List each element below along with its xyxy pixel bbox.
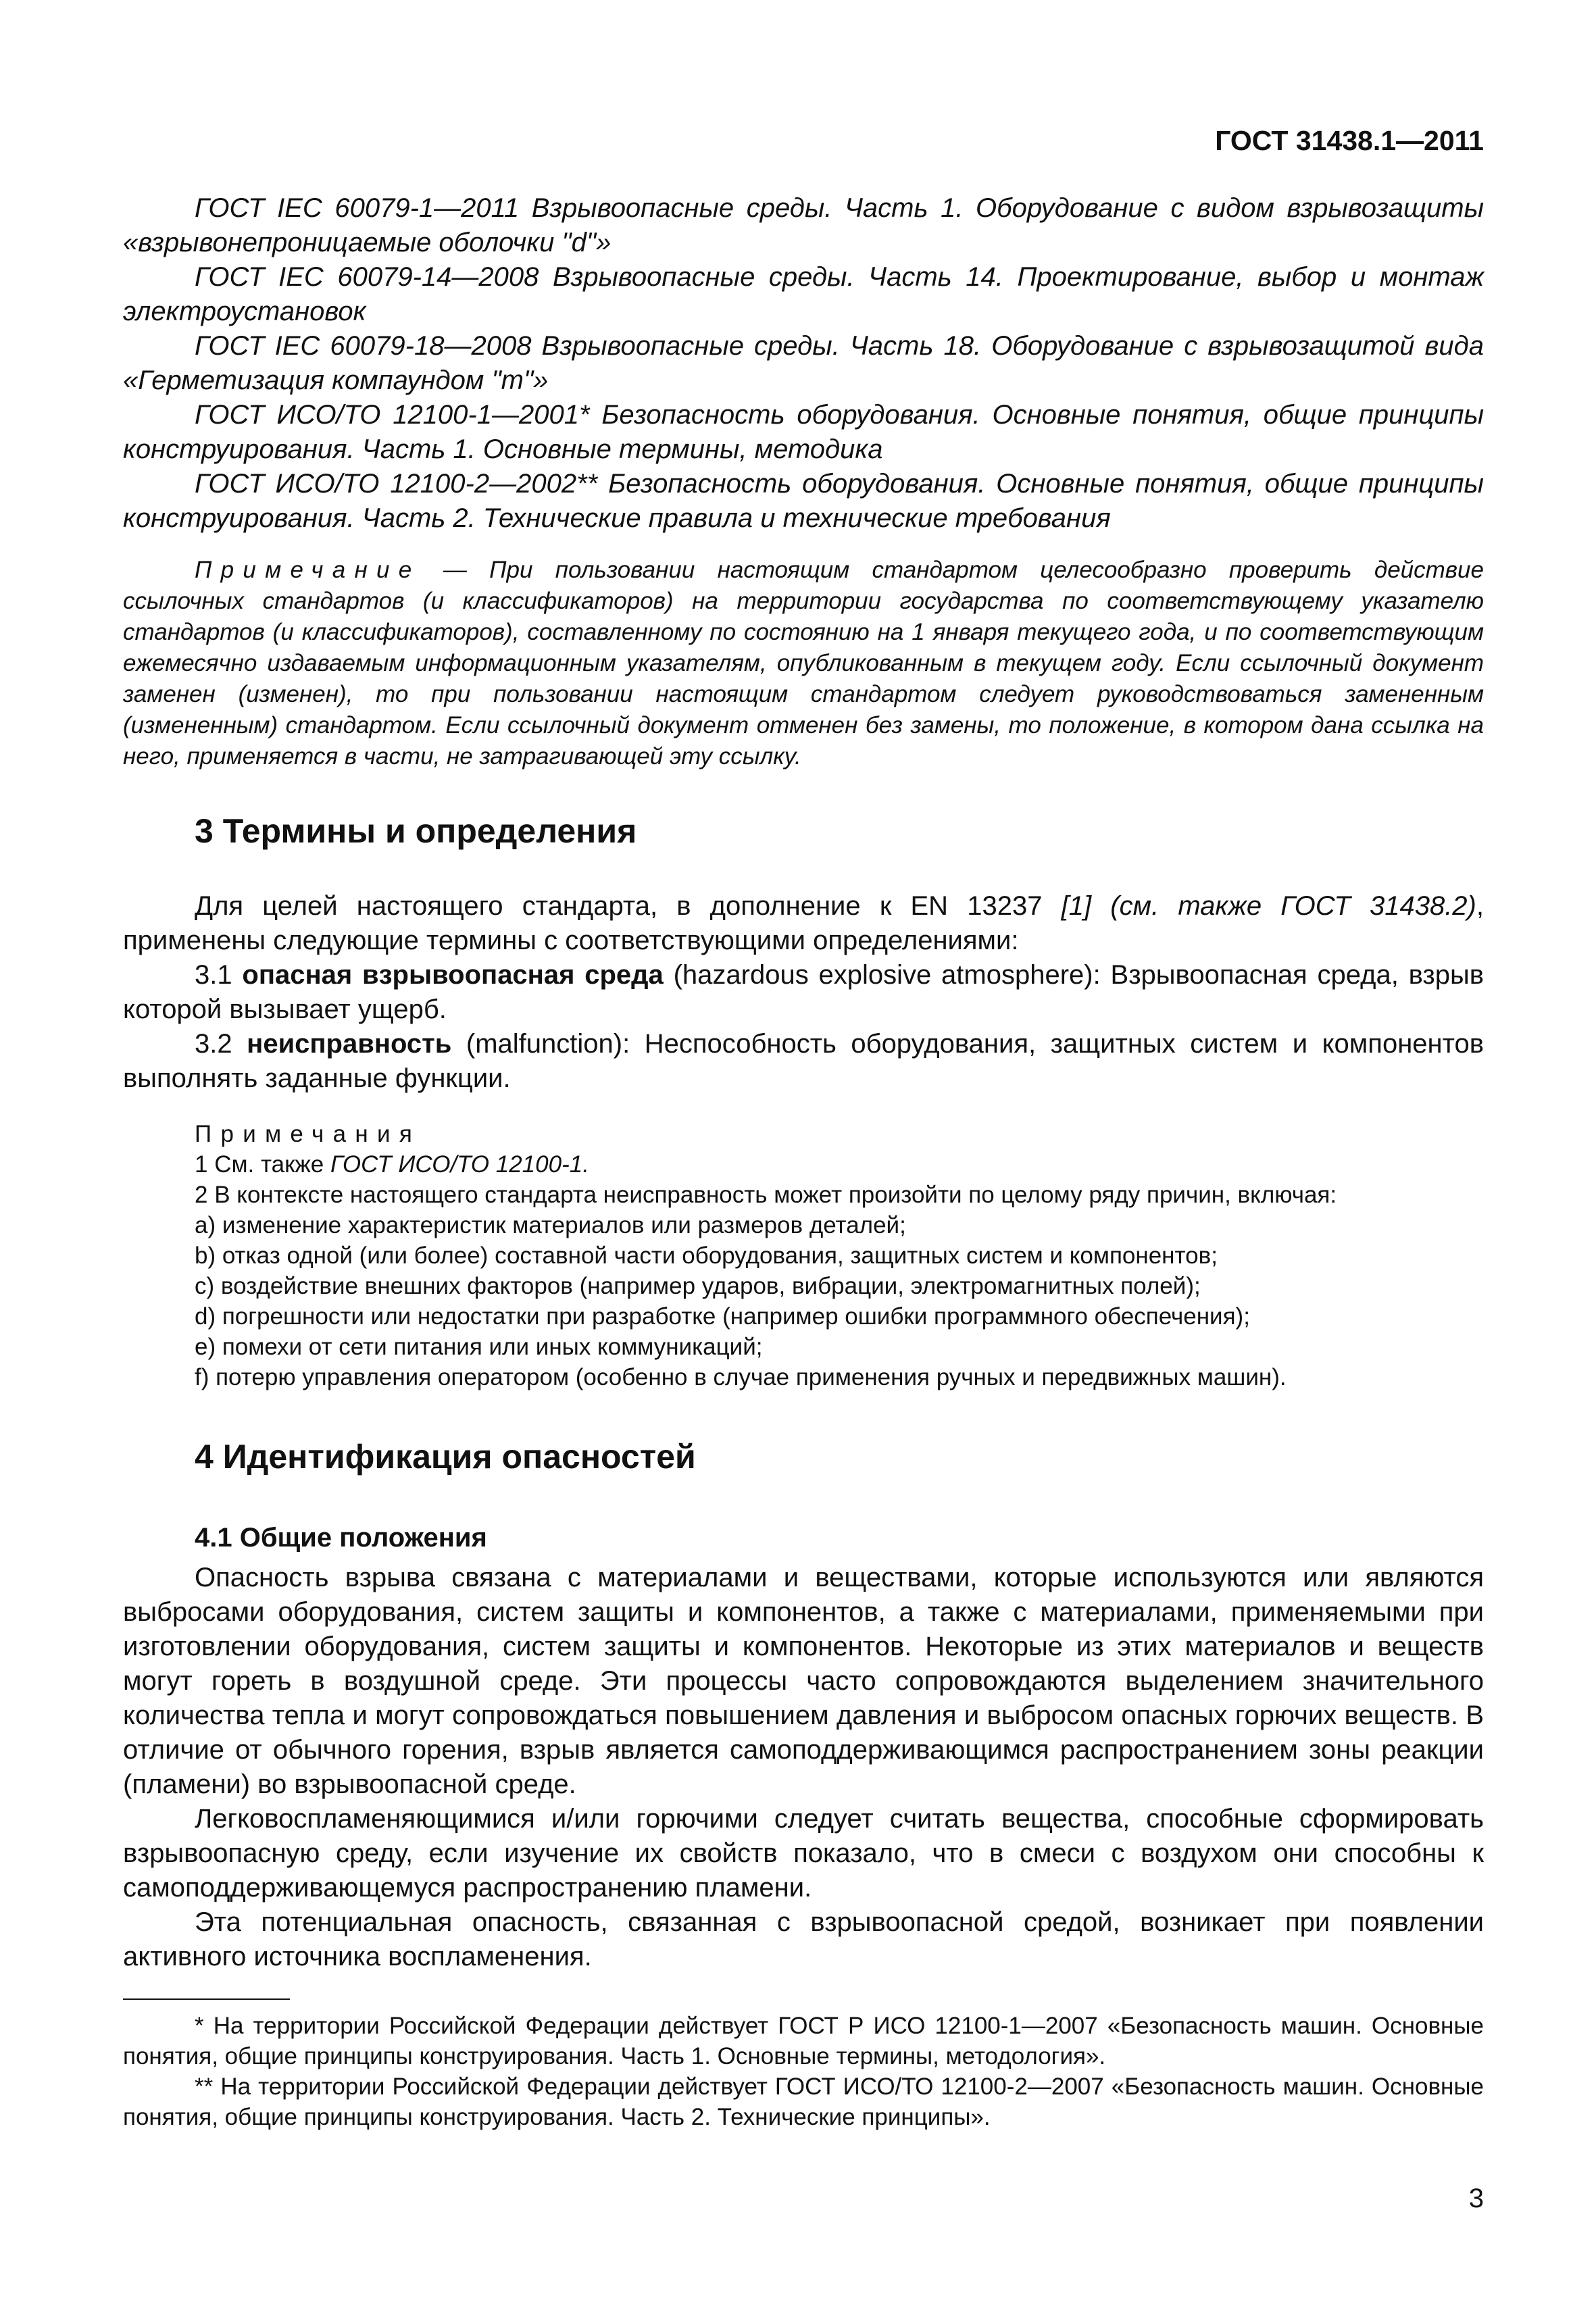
normative-references <box>123 191 1484 536</box>
list-item: e) помехи от сети питания или иных коммуникаций; <box>195 1334 763 1361</box>
page-number: 3 <box>1468 2184 1484 2213</box>
note-label: Примечание <box>195 557 421 584</box>
section-3-title: 3 Термины и определения <box>195 812 637 851</box>
list-item: c) воздействие внешних факторов (например ударов, вибрации, электромагнитных полей); <box>195 1273 1201 1300</box>
standard-code-header: ГОСТ 31438.1—2011 <box>1215 125 1484 156</box>
footnote: ** На территории Российской Федерации действует ГОСТ ИСО/ТО 12100-2—2007 «Безопасность машин. Основные понятия, общие принципы конструирования. Часть 2. Технические принципы». <box>123 2073 1484 2131</box>
reference-item: ГОСТ ИСО/ТО 12100-2—2002** Безопасность оборудования. Основные понятия, общие принципы конструирования. Часть 2. Технические правила и технические требования <box>123 469 1484 534</box>
note-text: — При пользовании настоящим стандартом целесообразно проверить действие ссылочных стандартов (и классификаторов) на территории государства по соответствующему указателю стандартов (и классификаторов), составленному по состоянию на 1 января текущего года, и по соответствующим ежемесячно издаваемым информационным указателям, опубликованным в текущем году. Если ссылочный документ заменен (изменен), то при пользовании настоящим стандартом следует руководствоваться замененным (измененным) стандартом. Если ссылочный документ отменен без замены, то положение, в котором дана ссылка на него, применяется в части, не затрагивающей эту ссылку. <box>123 557 1484 770</box>
reference-item: ГОСТ IEC 60079-18—2008 Взрывоопасные среды. Часть 18. Оборудование с взрывозащитой вида «Герметизация компаундом "m"» <box>123 331 1484 396</box>
section-3-intro: Для целей настоящего стандарта, в дополнение к EN 13237 [1] (см. также ГОСТ 31438.2), применены следующие термины с соответствующими определениями: <box>123 891 1484 956</box>
term-3-2: 3.2 неисправность (malfunction): Неспособность оборудования, защитных систем и компонентов выполнять заданные функции. <box>123 1029 1484 1094</box>
paragraph: Опасность взрыва связана с материалами и веществами, которые используются или являются выбросами оборудования, систем защиты и компонентов, а также с материалами, применяемыми при изготовлении оборудования, систем защиты и компонентов. Некоторые из этих материалов и веществ могут гореть в воздушной среде. Эти процессы часто сопровождаются выделением значительного количества тепла и могут сопровождаться повышением давления и выбросом опасных горючих веществ. В отличие от обычного горения, взрыв является самоподдерживающимся распространением зоны реакции (пламени) во взрывоопасной среде. <box>123 1563 1484 1800</box>
notes-label: Примечания <box>195 1121 422 1148</box>
list-item: a) изменение характеристик материалов или размеров деталей; <box>195 1212 906 1239</box>
paragraph: Эта потенциальная опасность, связанная с взрывоопасной средой, возникает при появлении активного источника воспламенения. <box>123 1907 1484 1972</box>
paragraph: Легковоспламеняющимися и/или горючими следует считать вещества, способные сформировать взрывоопасную среду, если изучение их свойств показало, что в смеси с воздухом они способны к самоподдерживающемуся распространению пламени. <box>123 1804 1484 1903</box>
list-item: f) потерю управления оператором (особенно в случае применения ручных и передвижных машин). <box>195 1364 1287 1391</box>
reference-item: ГОСТ ИСО/ТО 12100-1—2001* Безопасность оборудования. Основные понятия, общие принципы конструирования. Часть 1. Основные термины, методика <box>123 400 1484 465</box>
list-item: d) погрешности или недостатки при разработке (например ошибки программного обеспечения); <box>195 1303 1250 1330</box>
footnote: * На территории Российской Федерации действует ГОСТ Р ИСО 12100-1—2007 «Безопасность машин. Основные понятия, общие принципы конструирования. Часть 1. Основные термины, методология». <box>123 2013 1484 2070</box>
reference-item: ГОСТ IEC 60079-1—2011 Взрывоопасные среды. Часть 1. Оборудование с видом взрывозащиты «взрывонепроницаемые оболочки "d"» <box>123 193 1484 258</box>
note-1: 1 См. также ГОСТ ИСО/ТО 12100-1. <box>195 1151 589 1178</box>
list-item: b) отказ одной (или более) составной части оборудования, защитных систем и компонентов; <box>195 1242 1218 1269</box>
section-3-notes <box>123 1119 1484 1392</box>
footnote-divider <box>123 1998 290 2000</box>
reference-item: ГОСТ IEC 60079-14—2008 Взрывоопасные среды. Часть 14. Проектирование, выбор и монтаж электроустановок <box>123 262 1484 327</box>
term-3-1: 3.1 опасная взрывоопасная среда (hazardous explosive atmosphere): Взрывоопасная среда, взрыв которой вызывает ущерб. <box>123 960 1485 1025</box>
note-2: 2 В контексте настоящего стандарта неисправность может произойти по целому ряду причин, включая: <box>195 1182 1337 1209</box>
section-4-title: 4 Идентификация опасностей <box>195 1438 696 1476</box>
section-4-1-title: 4.1 Общие положения <box>195 1523 487 1553</box>
references-note <box>123 555 1484 772</box>
